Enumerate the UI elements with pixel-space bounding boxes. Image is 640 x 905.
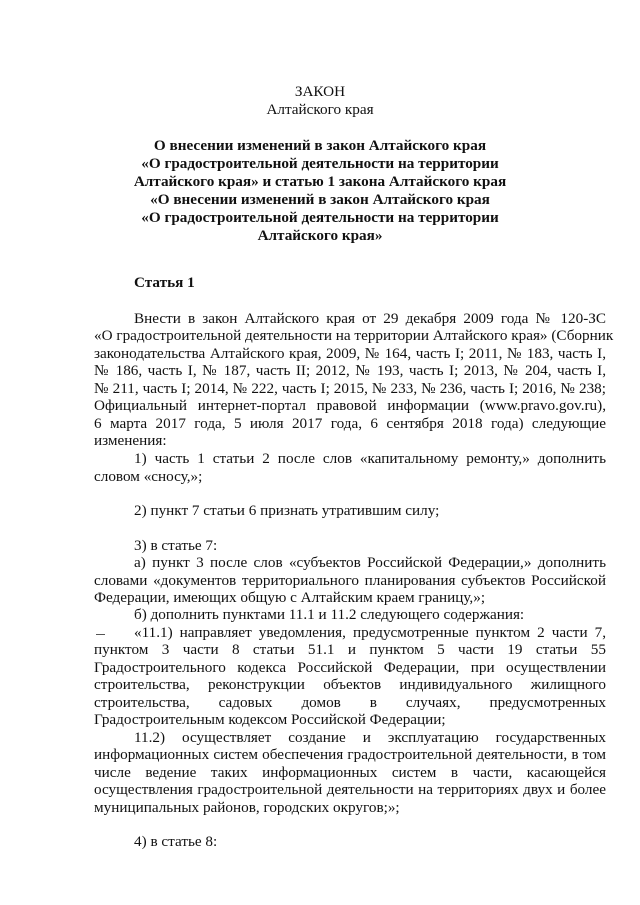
- intro-line: 6 марта 2017 года, 5 июля 2017 года, 6 сентября 2018 года) следующие: [94, 415, 606, 432]
- item2: 2) пункт 7 статьи 6 признать утратившим силу;: [134, 502, 440, 519]
- p111-line: Градостроительного кодекса Российской Федерации, при осуществлении: [94, 659, 606, 676]
- intro-line: Официальный интернет-портал правовой информации (www.pravo.gov.ru),: [94, 397, 606, 414]
- margin-mark: [96, 634, 105, 635]
- item3-a-line: а) пункт 3 после слов «субъектов Российской Федерации,» дополнить: [134, 554, 606, 571]
- p112-line: осуществления градостроительной деятельности на территориях двух и более: [94, 781, 606, 798]
- doc-type: ЗАКОН: [294, 83, 346, 100]
- title-line: Алтайского края»: [257, 227, 383, 244]
- doc-region: Алтайского края: [266, 101, 374, 118]
- intro-line: законодательства Алтайского края, 2009, № 164, часть I; 2011, № 183, часть I,: [94, 345, 606, 362]
- title-line: «О градостроительной деятельности на территории: [141, 209, 499, 226]
- p112-line: числе ведение таких информационных систем в части, касающейся: [94, 764, 606, 781]
- intro-line: «О градостроительной деятельности на территории Алтайского края» (Сборник: [94, 327, 614, 344]
- article-heading: Статья 1: [134, 274, 195, 291]
- p111-line: строительства, реконструкции объектов индивидуального жилищного: [94, 676, 606, 693]
- p111-line: строительства, садовых домов в случаях, предусмотренных: [94, 694, 606, 711]
- title-line: «О внесении изменений в закон Алтайского края: [150, 191, 490, 208]
- item3-a-line: словами «документов территориального планирования субъектов Российской: [94, 572, 606, 589]
- item3-a-line: Федерации, имеющих общую с Алтайским краем границу,»;: [94, 589, 486, 606]
- p111-line: Градостроительным кодексом Российской Федерации;: [94, 711, 446, 728]
- intro-line: изменения:: [94, 432, 167, 449]
- intro-line: № 186, часть I, № 187, часть II; 2012, № 193, часть I; 2013, № 204, часть I,: [94, 362, 606, 379]
- item3-b: б) дополнить пунктами 11.1 и 11.2 следующего содержания:: [134, 606, 525, 623]
- intro-line: Внести в закон Алтайского края от 29 декабря 2009 года № 120-ЗС: [134, 310, 606, 327]
- title-line: «О градостроительной деятельности на территории: [141, 155, 499, 172]
- title-line: Алтайского края» и статью 1 закона Алтайского края: [133, 173, 507, 190]
- p111-line: «11.1) направляет уведомления, предусмотренные пунктом 2 части 7,: [134, 624, 606, 641]
- item1-line: словом «сносу,»;: [94, 468, 203, 485]
- item1-line: 1) часть 1 статьи 2 после слов «капитальному ремонту,» дополнить: [134, 450, 606, 467]
- item4: 4) в статье 8:: [134, 833, 218, 850]
- item3-head: 3) в статье 7:: [134, 537, 218, 554]
- intro-line: № 211, часть I; 2014, № 222, часть I; 2015, № 233, № 236, часть I; 2016, № 238;: [94, 380, 606, 397]
- p112-line: информационных систем обеспечения градостроительной деятельности, в том: [94, 746, 606, 763]
- title-line: О внесении изменений в закон Алтайского края: [153, 137, 487, 154]
- p112-line: муниципальных районов, городских округов;»;: [94, 799, 400, 816]
- p111-line: пунктом 3 части 8 статьи 51.1 и пунктом 5 части 19 статьи 55: [94, 641, 606, 658]
- p112-line: 11.2) осуществляет создание и эксплуатацию государственных: [134, 729, 606, 746]
